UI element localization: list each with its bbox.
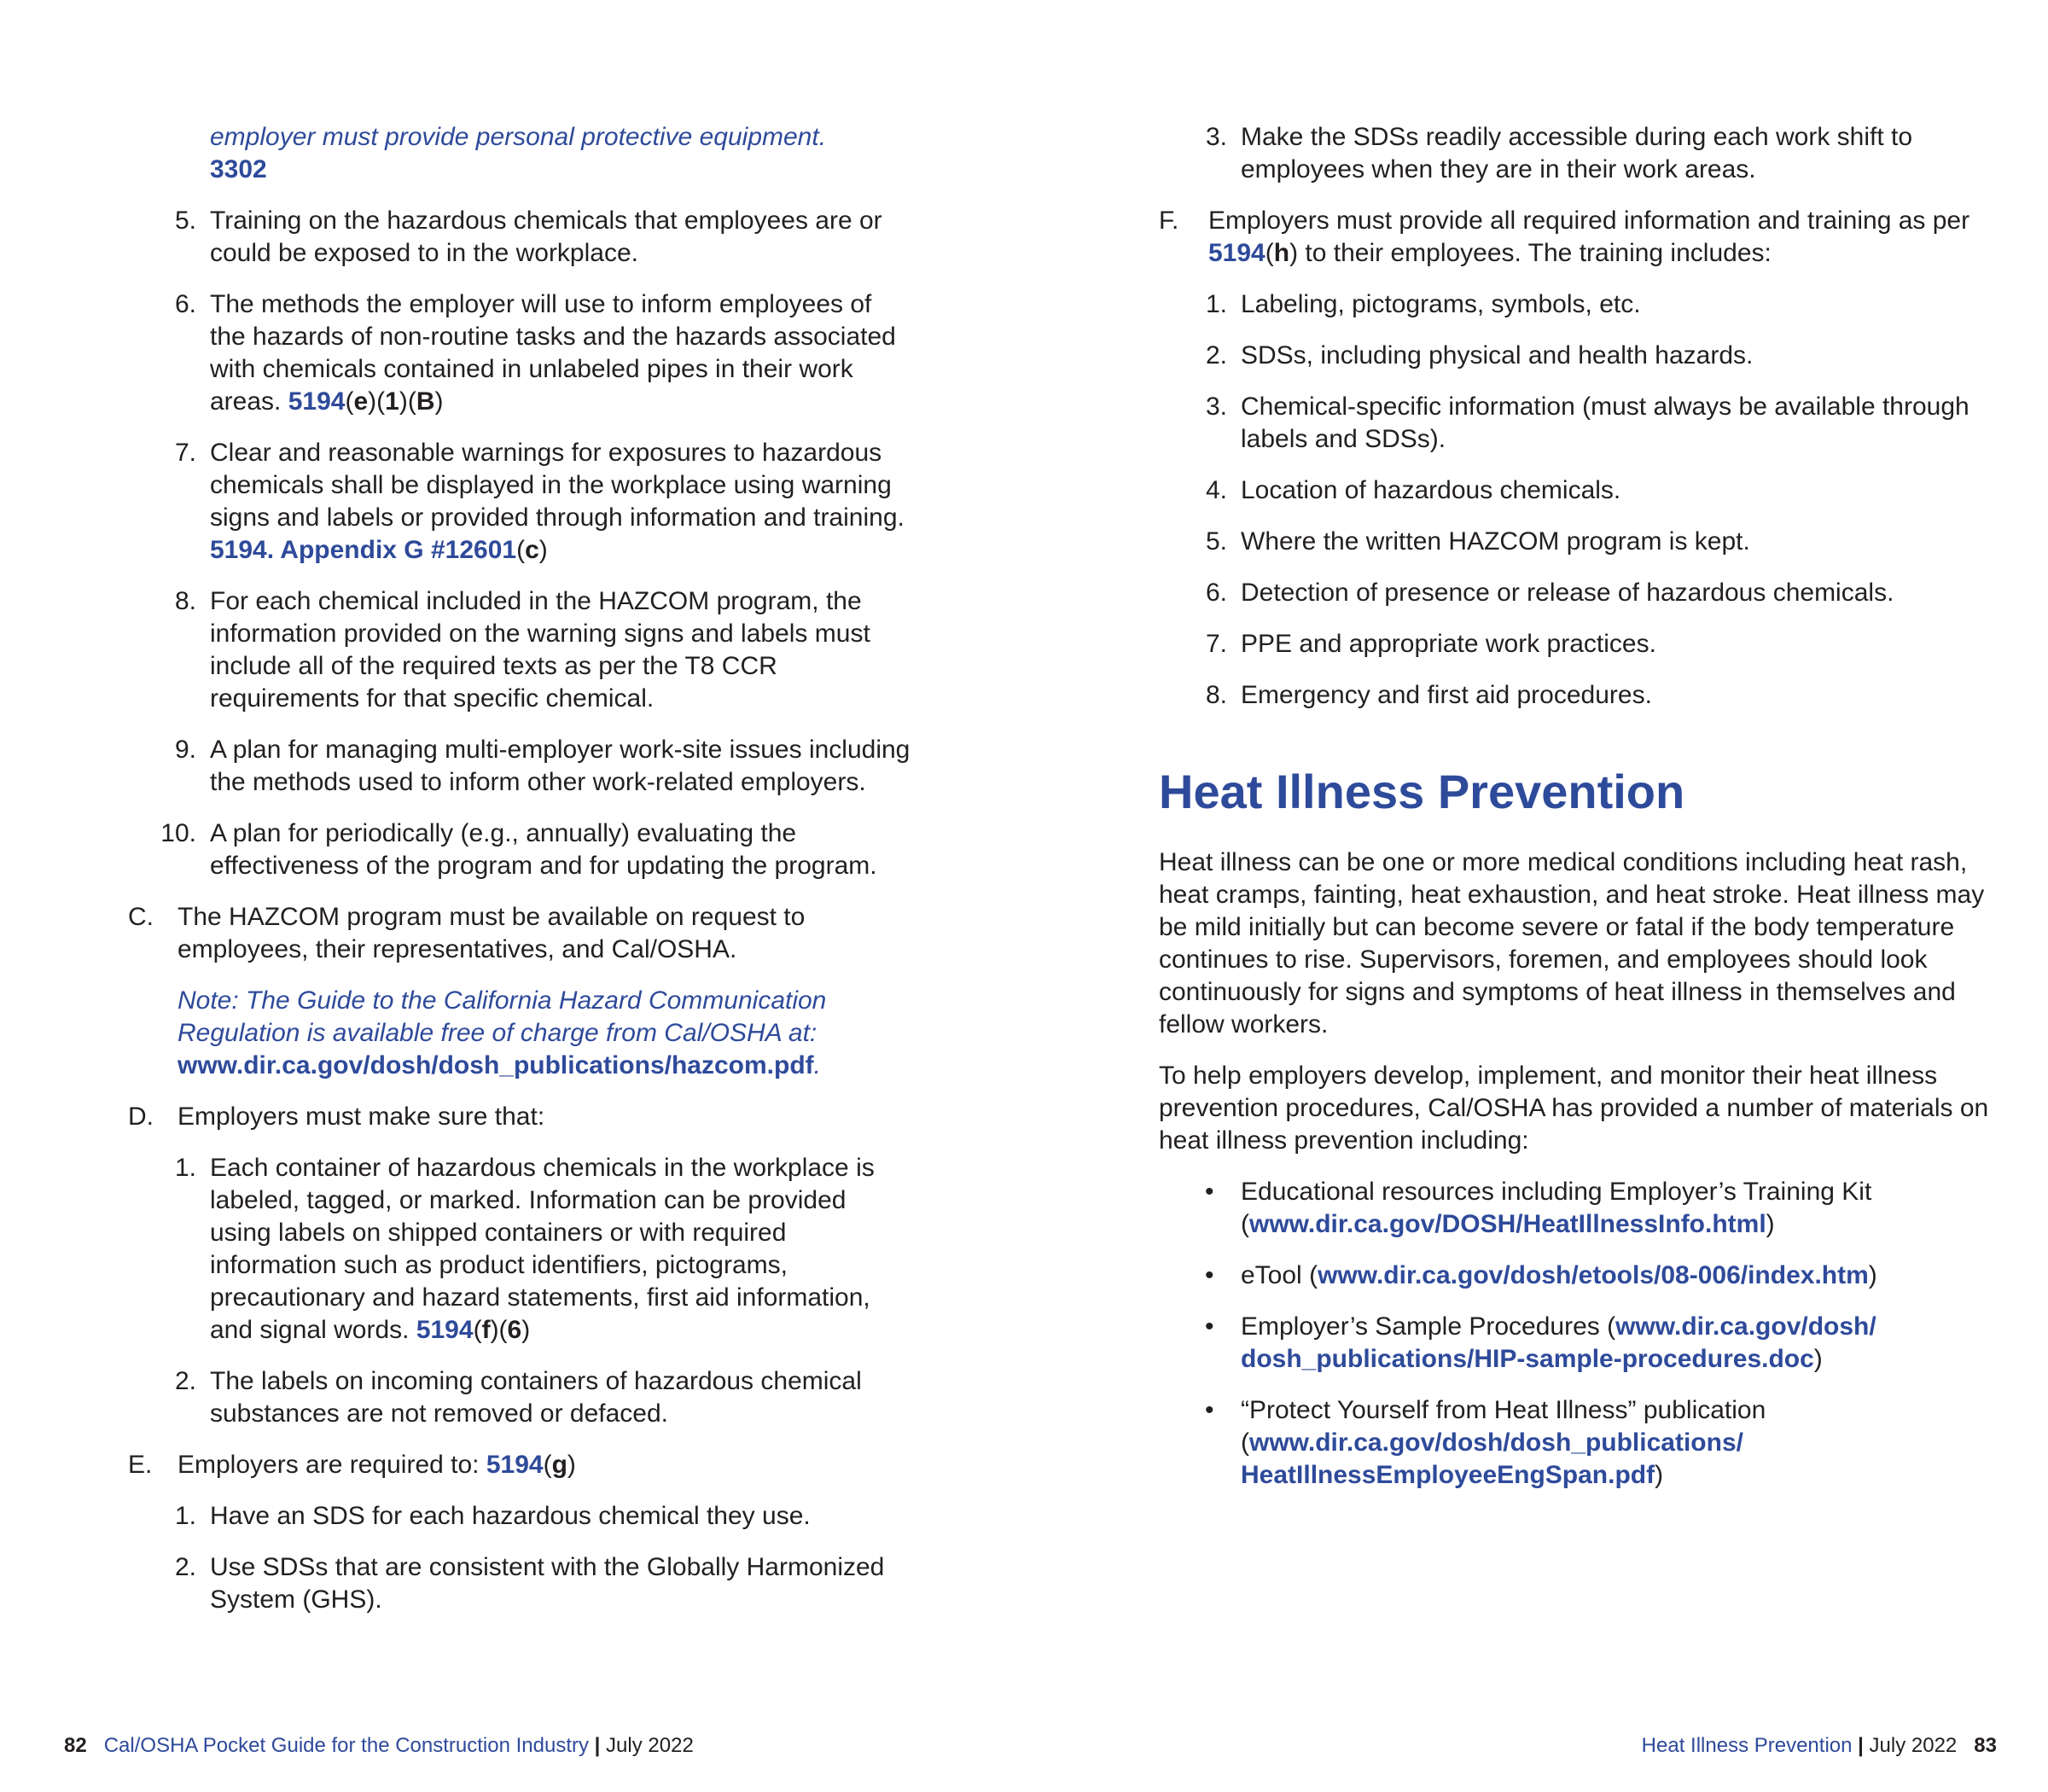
item-number: 2. <box>174 1367 196 1395</box>
reference-subsection: h <box>1273 239 1290 267</box>
regulation-reference[interactable] <box>210 536 548 564</box>
item-number: 1. <box>174 1154 196 1182</box>
note-end: . <box>813 1051 821 1079</box>
reference-number[interactable]: 5194 <box>1208 239 1265 267</box>
reference-subsection: e <box>353 387 369 416</box>
reference-number[interactable]: 5194 <box>288 387 346 416</box>
list-item <box>128 585 913 715</box>
resource-bullet <box>1159 1176 2012 1241</box>
section-heading: Heat Illness Prevention <box>1159 765 1685 818</box>
item-text: Chemical-specific information (must always be available through labels and SDSs). <box>1241 393 1969 453</box>
item-text: Training on the hazardous chemicals that employees are or could be exposed to in the workplace. <box>210 207 882 267</box>
training-kit-link[interactable]: www.dir.ca.gov/DOSH/HeatIllnessInfo.html <box>1249 1210 1766 1238</box>
list-item <box>1159 526 2012 558</box>
item-number: 6. <box>174 290 196 318</box>
list-item <box>1159 628 2012 660</box>
item-number: 8. <box>174 587 196 615</box>
regulation-reference[interactable] <box>1208 239 1298 267</box>
section-text: Employers must make sure that: <box>177 1103 545 1131</box>
list-item <box>1159 340 2012 372</box>
hazcom-guide-link[interactable]: www.dir.ca.gov/dosh/dosh_publications/hazcom.pdf <box>177 1051 814 1079</box>
list-item <box>1159 474 2012 507</box>
item-number: 3. <box>1205 123 1227 151</box>
item-text: A plan for managing multi-employer work-site issues including the methods used to inform other work-related employers. <box>210 736 911 796</box>
list-item <box>128 437 913 567</box>
bullet-icon: • <box>1205 1396 1214 1424</box>
list-item <box>128 1551 913 1616</box>
item-number: 7. <box>1205 630 1227 658</box>
item-number: 6. <box>1205 579 1227 607</box>
item-number: 5. <box>1205 527 1227 556</box>
intro-italic-text: employer must provide personal protective equipment. <box>210 123 827 151</box>
bullet-text: Employer’s Sample Procedures <box>1241 1312 1600 1341</box>
reference-subsection: B <box>416 387 435 416</box>
reference-number[interactable]: 5194 <box>486 1451 544 1479</box>
publication-link[interactable]: www.dir.ca.gov/dosh/dosh_publications/ <box>1249 1428 1743 1457</box>
item-text: Emergency and first aid procedures. <box>1241 681 1652 709</box>
link-paren: ( <box>1309 1261 1318 1289</box>
regulation-reference[interactable] <box>288 387 444 416</box>
section-letter: C. <box>128 903 154 931</box>
reference-paren: )( <box>490 1316 508 1344</box>
item-text: Make the SDSs readily accessible during each work shift to employees when they are in their work areas. <box>1241 123 1913 183</box>
reference-number[interactable]: 5194. Appendix G #12601 <box>210 536 517 564</box>
item-number: 1. <box>174 1502 196 1530</box>
reference-paren: ) <box>538 536 548 564</box>
bullet-icon: • <box>1205 1178 1214 1206</box>
link-paren: ) <box>1766 1210 1775 1238</box>
reference-paren: ) <box>521 1316 531 1344</box>
footer-separator: | <box>1858 1734 1864 1757</box>
note-block <box>128 985 913 1082</box>
list-item <box>128 1500 913 1533</box>
item-number: 3. <box>1205 393 1227 421</box>
reference-paren: )( <box>399 387 416 416</box>
item-number: 4. <box>1205 476 1227 504</box>
item-number: 10. <box>160 819 196 847</box>
reference-paren: ( <box>1265 239 1274 267</box>
section-letter: D. <box>128 1103 154 1131</box>
list-item <box>1159 391 2012 456</box>
item-text: SDSs, including physical and health hazards. <box>1241 341 1754 369</box>
section-e <box>128 1449 913 1481</box>
list-item <box>128 817 913 882</box>
page-number: 83 <box>1974 1734 1997 1757</box>
item-number: 1. <box>1205 290 1227 318</box>
section-letter: E. <box>128 1451 153 1479</box>
etool-link[interactable]: www.dir.ca.gov/dosh/etools/08-006/index.htm <box>1318 1261 1869 1289</box>
section-d <box>128 1101 913 1133</box>
item-text: Use SDSs that are consistent with the Globally Harmonized System (GHS). <box>210 1553 885 1614</box>
link-paren: ( <box>1607 1312 1616 1341</box>
intro-continuation <box>128 121 913 186</box>
footer-separator: | <box>594 1734 601 1757</box>
bullet-icon: • <box>1205 1261 1214 1289</box>
body-paragraph: To help employers develop, implement, and monitor their heat illness prevention procedures, Cal/OSHA has provided a number of materials on heat illness prevention including: <box>1159 1062 1989 1155</box>
reference-subsection: g <box>551 1451 567 1479</box>
list-item <box>128 205 913 270</box>
footer-date: July 2022 <box>1869 1734 1958 1757</box>
reference-number[interactable]: 5194 <box>416 1316 474 1344</box>
link-paren: ) <box>1655 1461 1664 1489</box>
item-number: 5. <box>174 207 196 235</box>
item-number: 2. <box>1205 341 1227 369</box>
reference-paren: ( <box>473 1316 482 1344</box>
link-paren: ( <box>1241 1210 1249 1238</box>
right-page <box>1024 0 2048 1792</box>
regulation-reference[interactable] <box>416 1316 530 1344</box>
section-f <box>1159 205 2012 270</box>
item-number: 2. <box>174 1553 196 1581</box>
reference-paren: ( <box>516 536 526 564</box>
footer-title: Heat Illness Prevention <box>1641 1734 1853 1757</box>
item-number: 7. <box>174 439 196 467</box>
resource-bullet <box>1159 1394 2012 1492</box>
reference-paren: ( <box>543 1451 552 1479</box>
page-number: 82 <box>64 1734 87 1757</box>
list-item <box>1159 679 2012 712</box>
section-text: Employers are required to: <box>177 1451 480 1479</box>
list-item <box>1159 288 2012 321</box>
item-text: Where the written HAZCOM program is kept. <box>1241 527 1750 556</box>
item-text: Detection of presence or release of hazardous chemicals. <box>1241 579 1894 607</box>
bullet-text: eTool <box>1241 1261 1302 1289</box>
item-text: The methods the employer will use to inform employees of the hazards of non-routine tasks and the hazards associated with chemicals contained in unlabeled pipes in their work areas. <box>210 290 896 416</box>
resource-bullet <box>1159 1311 2012 1376</box>
item-text: PPE and appropriate work practices. <box>1241 630 1656 658</box>
item-text: Clear and reasonable warnings for exposures to hazardous chemicals shall be displayed in the workplace using warning signs and labels or provided through information and training. <box>210 439 905 532</box>
publication-link-cont[interactable]: HeatIllnessEmployeeEngSpan.pdf <box>1241 1461 1655 1489</box>
body-paragraph: Heat illness can be one or more medical conditions including heat rash, heat cramps, fainting, heat exhaustion, and heat stroke. Heat illness may be mild initially but can become severe or fatal if the body temperature continues to rise. Supervisors, foremen, and employees should look continuously for signs and symptoms of heat illness in themselves and fellow workers. <box>1159 848 1985 1039</box>
section-letter: F. <box>1159 207 1179 235</box>
item-text: Location of hazardous chemicals. <box>1241 476 1621 504</box>
list-item <box>128 1152 913 1347</box>
note-text: Note: The Guide to the California Hazard Communication Regulation is available free of charge from Cal/OSHA at: <box>177 986 827 1047</box>
reference-paren: ) <box>1289 239 1299 267</box>
section-text-after: to their employees. The training includes: <box>1305 239 1772 267</box>
intro-reference-link[interactable]: 3302 <box>210 155 267 183</box>
reference-subsection: 6 <box>507 1316 522 1344</box>
list-item <box>1159 577 2012 609</box>
reference-paren: )( <box>368 387 386 416</box>
list-item <box>128 734 913 799</box>
reference-subsection: c <box>525 536 539 564</box>
section-text: Employers must provide all required information and training as per <box>1208 207 1970 235</box>
right-column <box>1159 121 2012 1492</box>
item-number: 8. <box>1205 681 1227 709</box>
reference-subsection: f <box>481 1316 491 1344</box>
item-text: The labels on incoming containers of hazardous chemical substances are not removed or defaced. <box>210 1367 862 1428</box>
item-text: Labeling, pictograms, symbols, etc. <box>1241 290 1641 318</box>
reference-paren: ) <box>434 387 444 416</box>
list-item <box>128 1365 913 1430</box>
reference-paren: ( <box>345 387 354 416</box>
item-text: For each chemical included in the HAZCOM program, the information provided on the warning signs and labels must include all of the required texts as per the T8 CCR requirements for that specific chemical. <box>210 587 870 713</box>
reference-paren: ) <box>567 1451 576 1479</box>
link-paren: ) <box>1868 1261 1877 1289</box>
bullet-icon: • <box>1205 1312 1214 1341</box>
item-text: A plan for periodically (e.g., annually) evaluating the effectiveness of the program and for updating the program. <box>210 819 877 880</box>
section-c <box>128 901 913 966</box>
item-text: Each container of hazardous chemicals in the workplace is labeled, tagged, or marked. Information can be provided using labels on shipped containers or with required information such as product identifiers, pictograms, precautionary and hazard statements, first aid information, and signal words. <box>210 1154 875 1344</box>
left-column <box>128 121 913 1616</box>
reference-subsection: 1 <box>385 387 399 416</box>
link-paren: ( <box>1241 1428 1249 1457</box>
link-paren: ) <box>1813 1345 1823 1373</box>
section-text: The HAZCOM program must be available on request to employees, their representatives, and Cal/OSHA. <box>177 903 806 963</box>
sample-procedures-link-cont[interactable]: dosh_publications/HIP-sample-procedures.doc <box>1241 1345 1814 1373</box>
list-item <box>128 288 913 418</box>
footer-title: Cal/OSHA Pocket Guide for the Construction Industry <box>103 1734 589 1757</box>
regulation-reference[interactable] <box>486 1451 576 1479</box>
list-item <box>1159 121 2012 186</box>
sample-procedures-link[interactable]: www.dir.ca.gov/dosh/ <box>1615 1312 1876 1341</box>
item-number: 9. <box>174 736 196 764</box>
footer-date: July 2022 <box>606 1734 694 1757</box>
item-text: Have an SDS for each hazardous chemical they use. <box>210 1502 811 1530</box>
bullet-text: Educational resources including Employer’s Training Kit <box>1241 1178 1872 1206</box>
left-footer <box>64 1733 694 1759</box>
resource-bullet <box>1159 1260 2012 1292</box>
bullet-text: “Protect Yourself from Heat Illness” publication <box>1241 1396 1766 1424</box>
right-footer <box>1642 1733 1997 1759</box>
